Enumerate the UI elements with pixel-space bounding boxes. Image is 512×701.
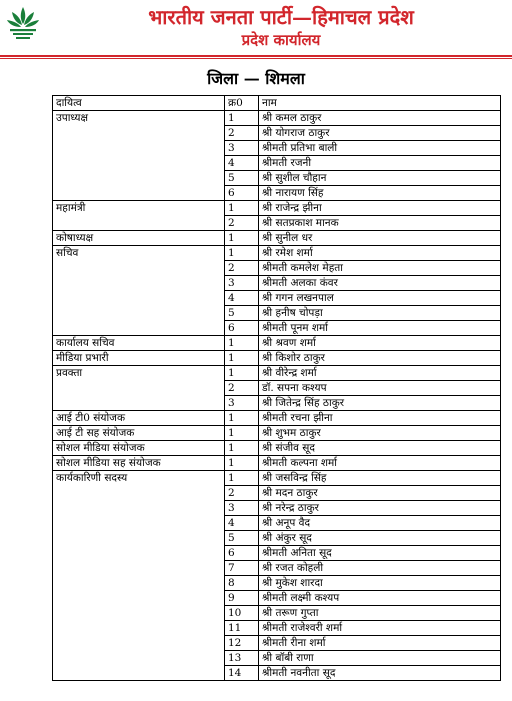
role-cell: सचिव bbox=[53, 246, 225, 261]
serial-cell: 1 bbox=[225, 426, 259, 441]
table-row bbox=[53, 651, 501, 666]
member-name-cell: श्री योगराज ठाकुर bbox=[259, 126, 501, 141]
member-name-cell: श्री जसविन्द्र सिंह bbox=[259, 471, 501, 486]
member-name-cell: श्री संजीव सूद bbox=[259, 441, 501, 456]
serial-cell: 2 bbox=[225, 381, 259, 396]
role-cell bbox=[53, 666, 225, 681]
table-row bbox=[53, 486, 501, 501]
member-name-cell: श्री किशोर ठाकुर bbox=[259, 351, 501, 366]
serial-cell: 1 bbox=[225, 231, 259, 246]
serial-cell: 1 bbox=[225, 456, 259, 471]
member-name-cell: श्री हनीष चोपड़ा bbox=[259, 306, 501, 321]
serial-cell: 3 bbox=[225, 276, 259, 291]
table-row bbox=[53, 381, 501, 396]
table-row bbox=[53, 636, 501, 651]
role-cell: प्रवक्ता bbox=[53, 366, 225, 381]
role-cell bbox=[53, 546, 225, 561]
role-cell: मीडिया प्रभारी bbox=[53, 351, 225, 366]
serial-cell: 4 bbox=[225, 516, 259, 531]
table-row bbox=[53, 546, 501, 561]
role-cell bbox=[53, 291, 225, 306]
role-cell bbox=[53, 396, 225, 411]
role-cell: उपाध्यक्ष bbox=[53, 111, 225, 126]
serial-cell: 6 bbox=[225, 321, 259, 336]
role-cell bbox=[53, 171, 225, 186]
serial-cell: 3 bbox=[225, 501, 259, 516]
table-row bbox=[53, 606, 501, 621]
header-role: दायित्व bbox=[53, 96, 225, 111]
table-row bbox=[53, 216, 501, 231]
member-name-cell: श्री शुभम ठाकुर bbox=[259, 426, 501, 441]
role-cell bbox=[53, 576, 225, 591]
serial-cell: 1 bbox=[225, 366, 259, 381]
member-name-cell: श्री कमल ठाकुर bbox=[259, 111, 501, 126]
member-name-cell: श्री सुनील धर bbox=[259, 231, 501, 246]
table-row bbox=[53, 501, 501, 516]
member-name-cell: श्री बॉबी राणा bbox=[259, 651, 501, 666]
serial-cell: 3 bbox=[225, 396, 259, 411]
role-cell bbox=[53, 306, 225, 321]
role-cell bbox=[53, 516, 225, 531]
header-divider-thin bbox=[0, 58, 512, 59]
member-name-cell: श्री वीरेन्द्र शर्मा bbox=[259, 366, 501, 381]
member-name-cell: श्री राजेन्द्र झीना bbox=[259, 201, 501, 216]
member-name-cell: श्री जितेन्द्र सिंह ठाकुर bbox=[259, 396, 501, 411]
serial-cell: 1 bbox=[225, 351, 259, 366]
table-row bbox=[53, 336, 501, 351]
serial-cell: 1 bbox=[225, 201, 259, 216]
role-cell bbox=[53, 276, 225, 291]
table-row bbox=[53, 126, 501, 141]
table-row bbox=[53, 456, 501, 471]
header-divider bbox=[0, 55, 512, 57]
table-row bbox=[53, 141, 501, 156]
role-cell bbox=[53, 501, 225, 516]
serial-cell: 1 bbox=[225, 471, 259, 486]
serial-cell: 7 bbox=[225, 561, 259, 576]
table-row bbox=[53, 366, 501, 381]
serial-cell: 2 bbox=[225, 216, 259, 231]
table-header-row bbox=[53, 96, 501, 111]
document-header bbox=[0, 0, 512, 60]
serial-cell: 5 bbox=[225, 531, 259, 546]
office-title: प्रदेश कार्यालय bbox=[241, 31, 321, 49]
role-cell bbox=[53, 186, 225, 201]
table-row bbox=[53, 411, 501, 426]
serial-cell: 2 bbox=[225, 486, 259, 501]
serial-cell: 6 bbox=[225, 186, 259, 201]
role-cell bbox=[53, 531, 225, 546]
table-row bbox=[53, 516, 501, 531]
table-row bbox=[53, 471, 501, 486]
table-row bbox=[53, 561, 501, 576]
role-cell bbox=[53, 591, 225, 606]
member-name-cell: श्री नारायण सिंह bbox=[259, 186, 501, 201]
serial-cell: 10 bbox=[225, 606, 259, 621]
member-name-cell: श्री नरेन्द्र ठाकुर bbox=[259, 501, 501, 516]
role-cell: सोशल मीडिया संयोजक bbox=[53, 441, 225, 456]
member-name-cell: श्री सतप्रकाश मानक bbox=[259, 216, 501, 231]
org-title: भारतीय जनता पार्टी—हिमाचल प्रदेश bbox=[148, 5, 414, 29]
member-name-cell: डॉ. सपना कश्यप bbox=[259, 381, 501, 396]
role-cell: सोशल मीडिया सह संयोजक bbox=[53, 456, 225, 471]
role-cell: कार्यालय सचिव bbox=[53, 336, 225, 351]
serial-cell: 3 bbox=[225, 141, 259, 156]
member-name-cell: श्रीमती कमलेश मेहता bbox=[259, 261, 501, 276]
member-name-cell: श्री गगन लखनपाल bbox=[259, 291, 501, 306]
member-name-cell: श्री सुशील चौहान bbox=[259, 171, 501, 186]
role-cell bbox=[53, 621, 225, 636]
table-row bbox=[53, 351, 501, 366]
serial-cell: 1 bbox=[225, 441, 259, 456]
member-name-cell: श्री रमेश शर्मा bbox=[259, 246, 501, 261]
office-bearers-table bbox=[52, 95, 501, 681]
role-cell bbox=[53, 636, 225, 651]
table-row bbox=[53, 396, 501, 411]
table-row bbox=[53, 261, 501, 276]
role-cell bbox=[53, 261, 225, 276]
serial-cell: 13 bbox=[225, 651, 259, 666]
table-row bbox=[53, 231, 501, 246]
serial-cell: 4 bbox=[225, 156, 259, 171]
serial-cell: 9 bbox=[225, 591, 259, 606]
district-title: जिला — शिमला bbox=[207, 69, 305, 88]
member-name-cell: श्रीमती रचना झीना bbox=[259, 411, 501, 426]
role-cell bbox=[53, 561, 225, 576]
role-cell: कार्यकारिणी सदस्य bbox=[53, 471, 225, 486]
role-cell: आई टी सह संयोजक bbox=[53, 426, 225, 441]
role-cell bbox=[53, 126, 225, 141]
serial-cell: 5 bbox=[225, 171, 259, 186]
table-row bbox=[53, 186, 501, 201]
table-body bbox=[53, 111, 501, 681]
table-row bbox=[53, 276, 501, 291]
serial-cell: 1 bbox=[225, 411, 259, 426]
serial-cell: 11 bbox=[225, 621, 259, 636]
member-name-cell: श्री रजत कोहली bbox=[259, 561, 501, 576]
table-row bbox=[53, 591, 501, 606]
role-cell bbox=[53, 651, 225, 666]
header-name: नाम bbox=[259, 96, 501, 111]
table-row bbox=[53, 246, 501, 261]
member-name-cell: श्रीमती राजेश्वरी शर्मा bbox=[259, 621, 501, 636]
role-cell: आई टी0 संयोजक bbox=[53, 411, 225, 426]
bjp-lotus-logo-icon bbox=[6, 4, 40, 40]
role-cell: महामंत्री bbox=[53, 201, 225, 216]
member-name-cell: श्री अंकुर सूद bbox=[259, 531, 501, 546]
member-name-cell: श्रीमती नवनीता सूद bbox=[259, 666, 501, 681]
role-cell bbox=[53, 321, 225, 336]
table-row bbox=[53, 201, 501, 216]
header-serial: क्र0 bbox=[225, 96, 259, 111]
member-name-cell: श्री श्रवण शर्मा bbox=[259, 336, 501, 351]
member-name-cell: श्री मुकेश शारदा bbox=[259, 576, 501, 591]
table-row bbox=[53, 156, 501, 171]
role-cell bbox=[53, 486, 225, 501]
serial-cell: 1 bbox=[225, 246, 259, 261]
member-name-cell: श्रीमती कल्पना शर्मा bbox=[259, 456, 501, 471]
serial-cell: 5 bbox=[225, 306, 259, 321]
serial-cell: 12 bbox=[225, 636, 259, 651]
role-cell bbox=[53, 216, 225, 231]
serial-cell: 1 bbox=[225, 111, 259, 126]
member-name-cell: श्री मदन ठाकुर bbox=[259, 486, 501, 501]
role-cell: कोषाध्यक्ष bbox=[53, 231, 225, 246]
table-row bbox=[53, 666, 501, 681]
member-name-cell: श्रीमती लक्ष्मी कश्यप bbox=[259, 591, 501, 606]
table-row bbox=[53, 171, 501, 186]
role-cell bbox=[53, 606, 225, 621]
role-cell bbox=[53, 156, 225, 171]
role-cell bbox=[53, 141, 225, 156]
member-name-cell: श्रीमती रजनी bbox=[259, 156, 501, 171]
table-row bbox=[53, 321, 501, 336]
serial-cell: 1 bbox=[225, 336, 259, 351]
serial-cell: 2 bbox=[225, 261, 259, 276]
table-row bbox=[53, 531, 501, 546]
member-name-cell: श्री तरूण गुप्ता bbox=[259, 606, 501, 621]
member-name-cell: श्री अनूप वैद bbox=[259, 516, 501, 531]
serial-cell: 14 bbox=[225, 666, 259, 681]
serial-cell: 6 bbox=[225, 546, 259, 561]
serial-cell: 4 bbox=[225, 291, 259, 306]
table-row bbox=[53, 441, 501, 456]
member-name-cell: श्रीमती पूनम शर्मा bbox=[259, 321, 501, 336]
serial-cell: 2 bbox=[225, 126, 259, 141]
table-row bbox=[53, 621, 501, 636]
member-name-cell: श्रीमती अलका कंवर bbox=[259, 276, 501, 291]
serial-cell: 8 bbox=[225, 576, 259, 591]
table-row bbox=[53, 306, 501, 321]
table-row bbox=[53, 291, 501, 306]
member-name-cell: श्रीमती रीना शर्मा bbox=[259, 636, 501, 651]
member-name-cell: श्रीमती प्रतिभा बाली bbox=[259, 141, 501, 156]
table-row bbox=[53, 111, 501, 126]
table-row bbox=[53, 576, 501, 591]
table-row bbox=[53, 426, 501, 441]
role-cell bbox=[53, 381, 225, 396]
member-name-cell: श्रीमती अनिता सूद bbox=[259, 546, 501, 561]
